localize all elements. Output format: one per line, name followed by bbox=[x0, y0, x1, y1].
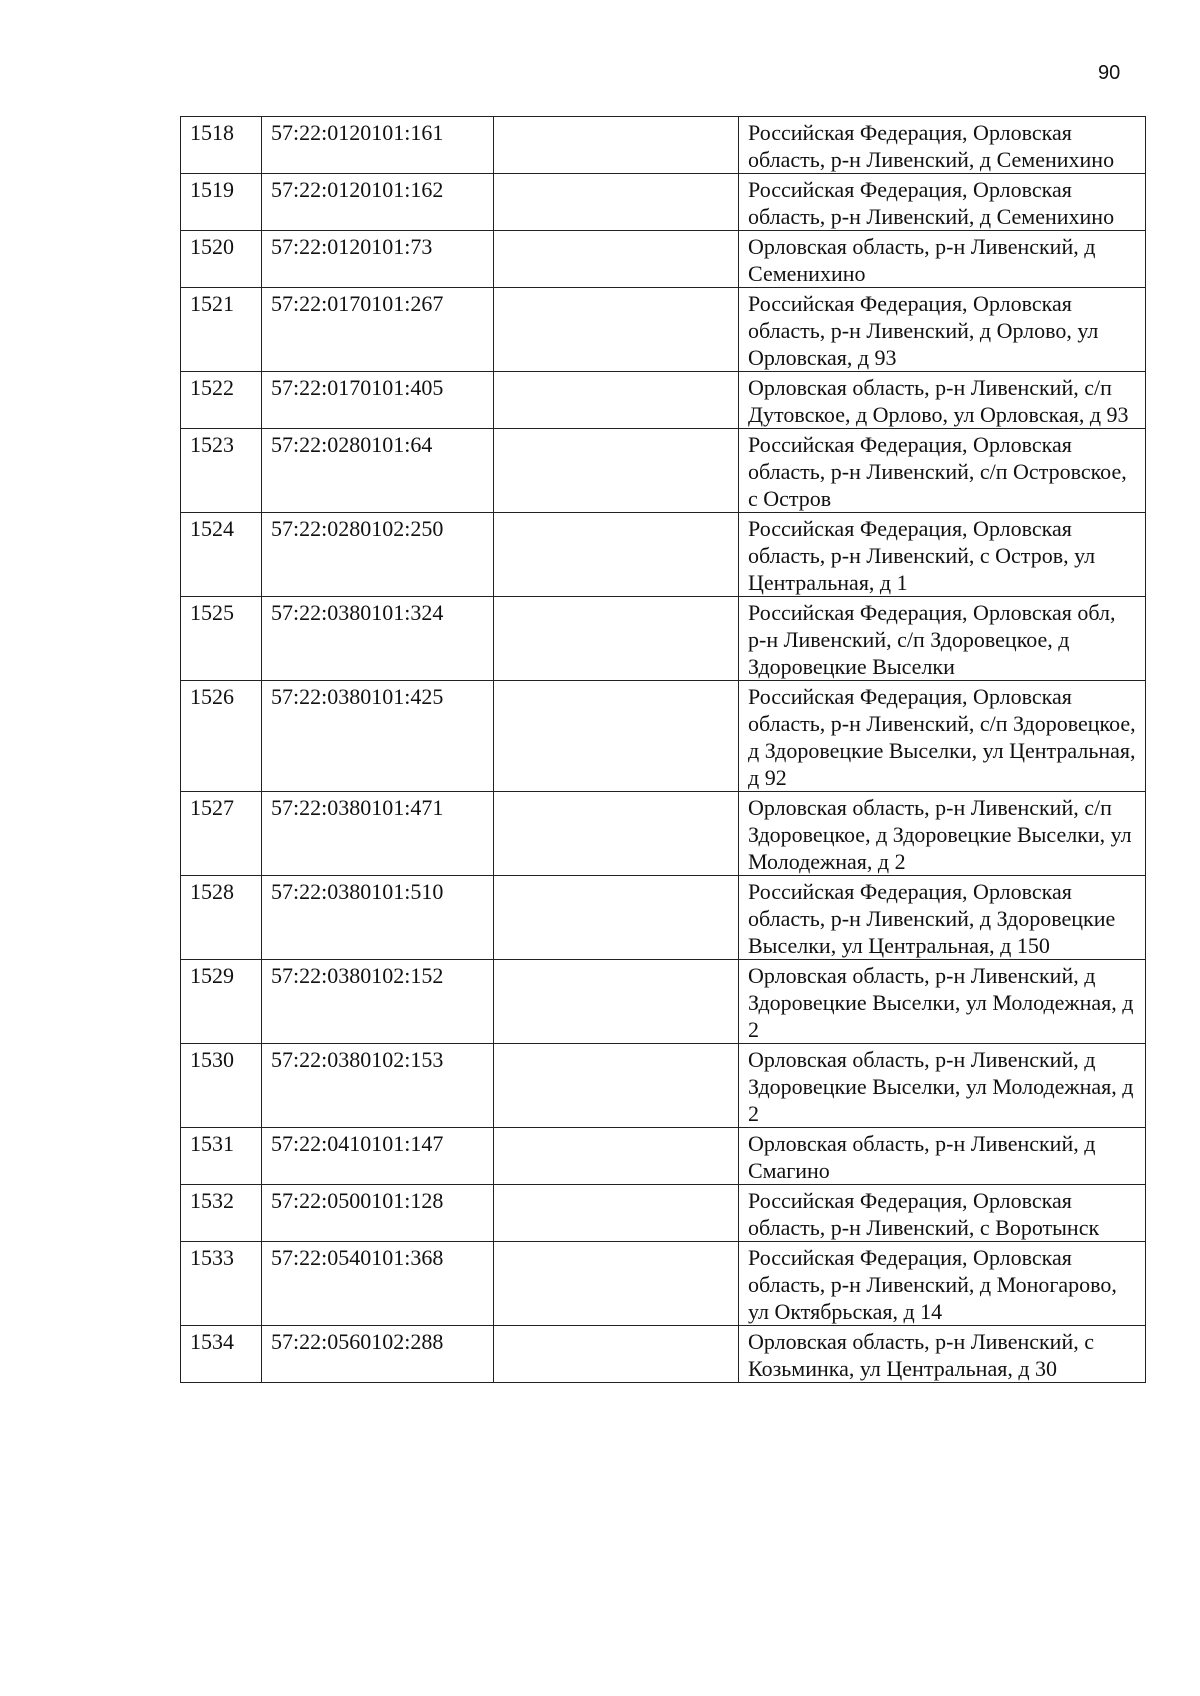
address-cell: Российская Федерация, Орловская область, р-н Ливенский, д Здоровецкие Выселки, ул Центральная, д 150 bbox=[739, 876, 1146, 960]
cadastral-number-cell: 57:22:0380101:425 bbox=[262, 681, 494, 792]
cadastral-number-cell: 57:22:0380101:510 bbox=[262, 876, 494, 960]
row-number-cell: 1525 bbox=[181, 597, 262, 681]
row-number-cell: 1532 bbox=[181, 1185, 262, 1242]
row-number-cell: 1520 bbox=[181, 231, 262, 288]
cadastral-number-cell: 57:22:0380102:153 bbox=[262, 1044, 494, 1128]
table-row bbox=[181, 1128, 1146, 1185]
address-cell: Российская Федерация, Орловская область, р-н Ливенский, с/п Островское, с Остров bbox=[739, 429, 1146, 513]
empty-cell bbox=[494, 288, 739, 372]
empty-cell bbox=[494, 372, 739, 429]
empty-cell bbox=[494, 231, 739, 288]
address-cell: Орловская область, р-н Ливенский, д Здоровецкие Выселки, ул Молодежная, д 2 bbox=[739, 960, 1146, 1044]
empty-cell bbox=[494, 1326, 739, 1383]
address-cell: Российская Федерация, Орловская область, р-н Ливенский, с Остров, ул Центральная, д 1 bbox=[739, 513, 1146, 597]
row-number-cell: 1534 bbox=[181, 1326, 262, 1383]
address-cell: Российская Федерация, Орловская область, р-н Ливенский, д Семенихино bbox=[739, 117, 1146, 174]
cadastral-number-cell: 57:22:0280102:250 bbox=[262, 513, 494, 597]
address-cell: Российская Федерация, Орловская область, р-н Ливенский, с/п Здоровецкое, д Здоровецкие Выселки, ул Центральная, д 92 bbox=[739, 681, 1146, 792]
table-row bbox=[181, 1044, 1146, 1128]
row-number-cell: 1524 bbox=[181, 513, 262, 597]
table-row bbox=[181, 429, 1146, 513]
table-row bbox=[181, 960, 1146, 1044]
address-cell: Орловская область, р-н Ливенский, д Здоровецкие Выселки, ул Молодежная, д 2 bbox=[739, 1044, 1146, 1128]
cadastral-number-cell: 57:22:0380101:471 bbox=[262, 792, 494, 876]
address-cell: Орловская область, р-н Ливенский, д Семенихино bbox=[739, 231, 1146, 288]
address-cell: Российская Федерация, Орловская обл, р-н Ливенский, с/п Здоровецкое, д Здоровецкие Выселки bbox=[739, 597, 1146, 681]
row-number-cell: 1527 bbox=[181, 792, 262, 876]
registry-table bbox=[180, 116, 1146, 1383]
row-number-cell: 1530 bbox=[181, 1044, 262, 1128]
empty-cell bbox=[494, 1242, 739, 1326]
cadastral-number-cell: 57:22:0380102:152 bbox=[262, 960, 494, 1044]
row-number-cell: 1518 bbox=[181, 117, 262, 174]
address-cell: Российская Федерация, Орловская область, р-н Ливенский, с Воротынск bbox=[739, 1185, 1146, 1242]
table-row bbox=[181, 1242, 1146, 1326]
address-cell: Российская Федерация, Орловская область, р-н Ливенский, д Орлово, ул Орловская, д 93 bbox=[739, 288, 1146, 372]
cadastral-number-cell: 57:22:0380101:324 bbox=[262, 597, 494, 681]
empty-cell bbox=[494, 117, 739, 174]
row-number-cell: 1533 bbox=[181, 1242, 262, 1326]
empty-cell bbox=[494, 1185, 739, 1242]
row-number-cell: 1529 bbox=[181, 960, 262, 1044]
cadastral-number-cell: 57:22:0170101:405 bbox=[262, 372, 494, 429]
table-row bbox=[181, 597, 1146, 681]
cadastral-number-cell: 57:22:0120101:161 bbox=[262, 117, 494, 174]
row-number-cell: 1526 bbox=[181, 681, 262, 792]
address-cell: Российская Федерация, Орловская область, р-н Ливенский, д Семенихино bbox=[739, 174, 1146, 231]
table-row bbox=[181, 1185, 1146, 1242]
table-row bbox=[181, 288, 1146, 372]
address-cell: Орловская область, р-н Ливенский, с Козьминка, ул Центральная, д 30 bbox=[739, 1326, 1146, 1383]
cadastral-number-cell: 57:22:0280101:64 bbox=[262, 429, 494, 513]
cadastral-number-cell: 57:22:0170101:267 bbox=[262, 288, 494, 372]
table-row bbox=[181, 117, 1146, 174]
cadastral-number-cell: 57:22:0500101:128 bbox=[262, 1185, 494, 1242]
registry-table-body bbox=[181, 117, 1146, 1383]
row-number-cell: 1531 bbox=[181, 1128, 262, 1185]
empty-cell bbox=[494, 1128, 739, 1185]
cadastral-number-cell: 57:22:0560102:288 bbox=[262, 1326, 494, 1383]
empty-cell bbox=[494, 597, 739, 681]
table-row bbox=[181, 681, 1146, 792]
row-number-cell: 1523 bbox=[181, 429, 262, 513]
empty-cell bbox=[494, 513, 739, 597]
table-row bbox=[181, 231, 1146, 288]
cadastral-number-cell: 57:22:0120101:73 bbox=[262, 231, 494, 288]
row-number-cell: 1521 bbox=[181, 288, 262, 372]
cadastral-number-cell: 57:22:0540101:368 bbox=[262, 1242, 494, 1326]
table-row bbox=[181, 372, 1146, 429]
address-cell: Орловская область, р-н Ливенский, д Смагино bbox=[739, 1128, 1146, 1185]
row-number-cell: 1519 bbox=[181, 174, 262, 231]
empty-cell bbox=[494, 876, 739, 960]
empty-cell bbox=[494, 792, 739, 876]
empty-cell bbox=[494, 429, 739, 513]
address-cell: Орловская область, р-н Ливенский, с/п Дутовское, д Орлово, ул Орловская, д 93 bbox=[739, 372, 1146, 429]
table-row bbox=[181, 513, 1146, 597]
table-row bbox=[181, 1326, 1146, 1383]
address-cell: Российская Федерация, Орловская область, р-н Ливенский, д Моногарово, ул Октябрьская, д 14 bbox=[739, 1242, 1146, 1326]
cadastral-number-cell: 57:22:0410101:147 bbox=[262, 1128, 494, 1185]
address-cell: Орловская область, р-н Ливенский, с/п Здоровецкое, д Здоровецкие Выселки, ул Молодежная, д 2 bbox=[739, 792, 1146, 876]
cadastral-number-cell: 57:22:0120101:162 bbox=[262, 174, 494, 231]
table-row bbox=[181, 792, 1146, 876]
page-number: 90 bbox=[1098, 62, 1121, 84]
table-row bbox=[181, 876, 1146, 960]
empty-cell bbox=[494, 174, 739, 231]
table-row bbox=[181, 174, 1146, 231]
empty-cell bbox=[494, 1044, 739, 1128]
row-number-cell: 1522 bbox=[181, 372, 262, 429]
row-number-cell: 1528 bbox=[181, 876, 262, 960]
empty-cell bbox=[494, 681, 739, 792]
empty-cell bbox=[494, 960, 739, 1044]
